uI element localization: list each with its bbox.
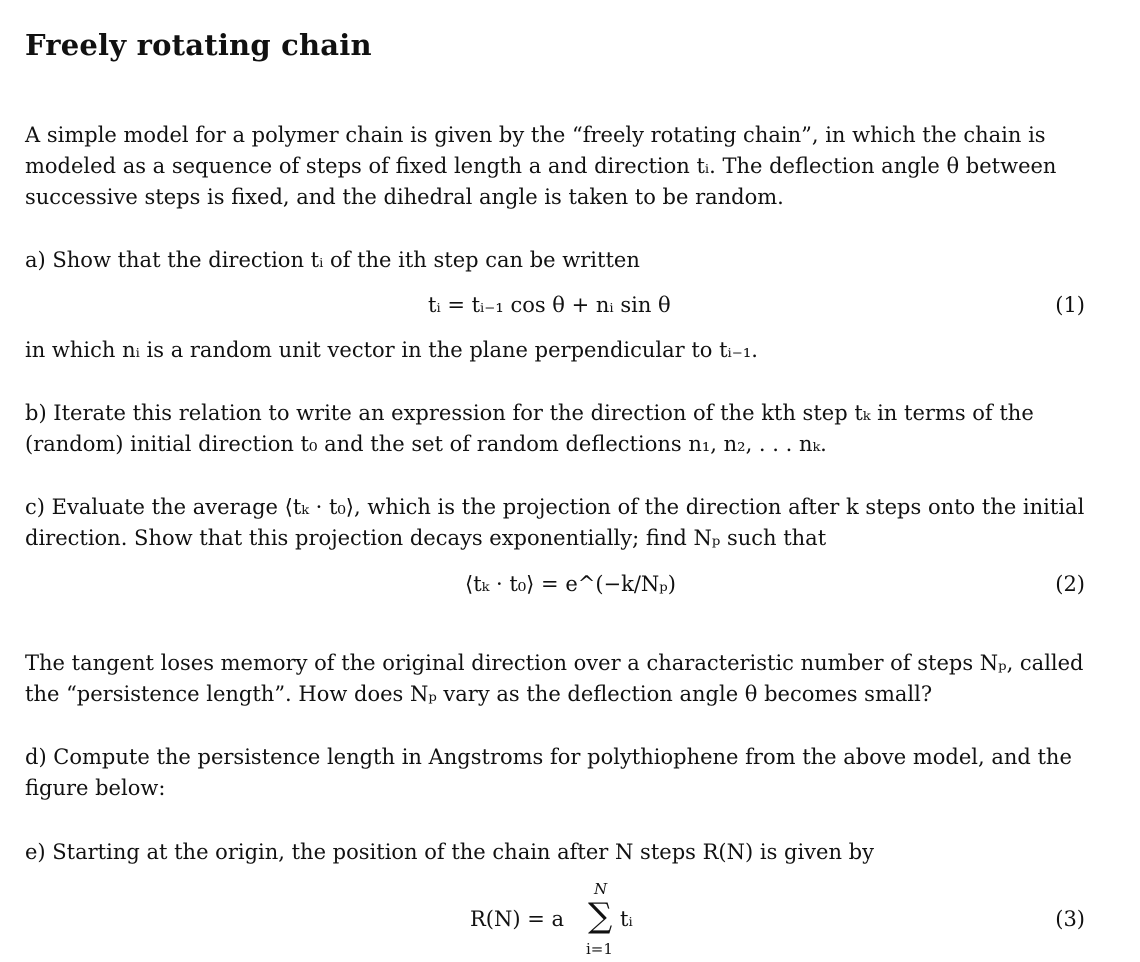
equation-2-number: (2) <box>1055 572 1085 596</box>
sum-upper-limit: N <box>594 880 608 898</box>
intro-line-3: successive steps is fixed, and the dihedral angle is taken to be random. <box>25 185 784 209</box>
equation-2: ⟨tₖ · t₀⟩ = e^(−k/Nₚ) <box>465 572 676 596</box>
page-title: Freely rotating chain <box>25 28 372 62</box>
equation-3-number: (3) <box>1055 907 1085 931</box>
part-a-text: a) Show that the direction tᵢ of the ith step can be written <box>25 248 640 272</box>
part-e-text: e) Starting at the origin, the position of the chain after N steps R(N) is given by <box>25 840 874 864</box>
equation-1-number: (1) <box>1055 293 1085 317</box>
part-c-line-2: direction. Show that this projection decays exponentially; find Nₚ such that <box>25 526 827 550</box>
equation-1: tᵢ = tᵢ₋₁ cos θ + nᵢ sin θ <box>428 293 671 317</box>
persistence-line-2: the “persistence length”. How does Nₚ vary as the deflection angle θ becomes small? <box>25 682 933 706</box>
part-b-line-2: (random) initial direction t₀ and the set of random deflections n₁, n₂, . . . nₖ. <box>25 432 827 456</box>
intro-line-1: A simple model for a polymer chain is given by the “freely rotating chain”, in which the chain is <box>25 123 1046 147</box>
equation-3-lhs: R(N) = a <box>470 907 565 931</box>
intro-line-2: modeled as a sequence of steps of fixed length a and direction tᵢ. The deflection angle θ between <box>25 154 1057 178</box>
persistence-line-1: The tangent loses memory of the original direction over a characteristic number of steps Nₚ, called <box>25 651 1084 675</box>
part-d-line-1: d) Compute the persistence length in Angstroms for polythiophene from the above model, and the <box>25 745 1072 769</box>
equation-3-rhs: tᵢ <box>620 907 633 931</box>
sum-lower-limit: i=1 <box>586 940 613 958</box>
part-b-line-1: b) Iterate this relation to write an expression for the direction of the kth step tₖ in terms of the <box>25 401 1034 425</box>
summation-sign: ∑ <box>588 896 613 936</box>
part-c-line-1: c) Evaluate the average ⟨tₖ · t₀⟩, which is the projection of the direction after k steps onto the initial <box>25 495 1085 519</box>
part-a-after: in which nᵢ is a random unit vector in the plane perpendicular to tᵢ₋₁. <box>25 338 758 362</box>
part-d-line-2: figure below: <box>25 776 166 800</box>
equation-3 <box>470 878 650 962</box>
